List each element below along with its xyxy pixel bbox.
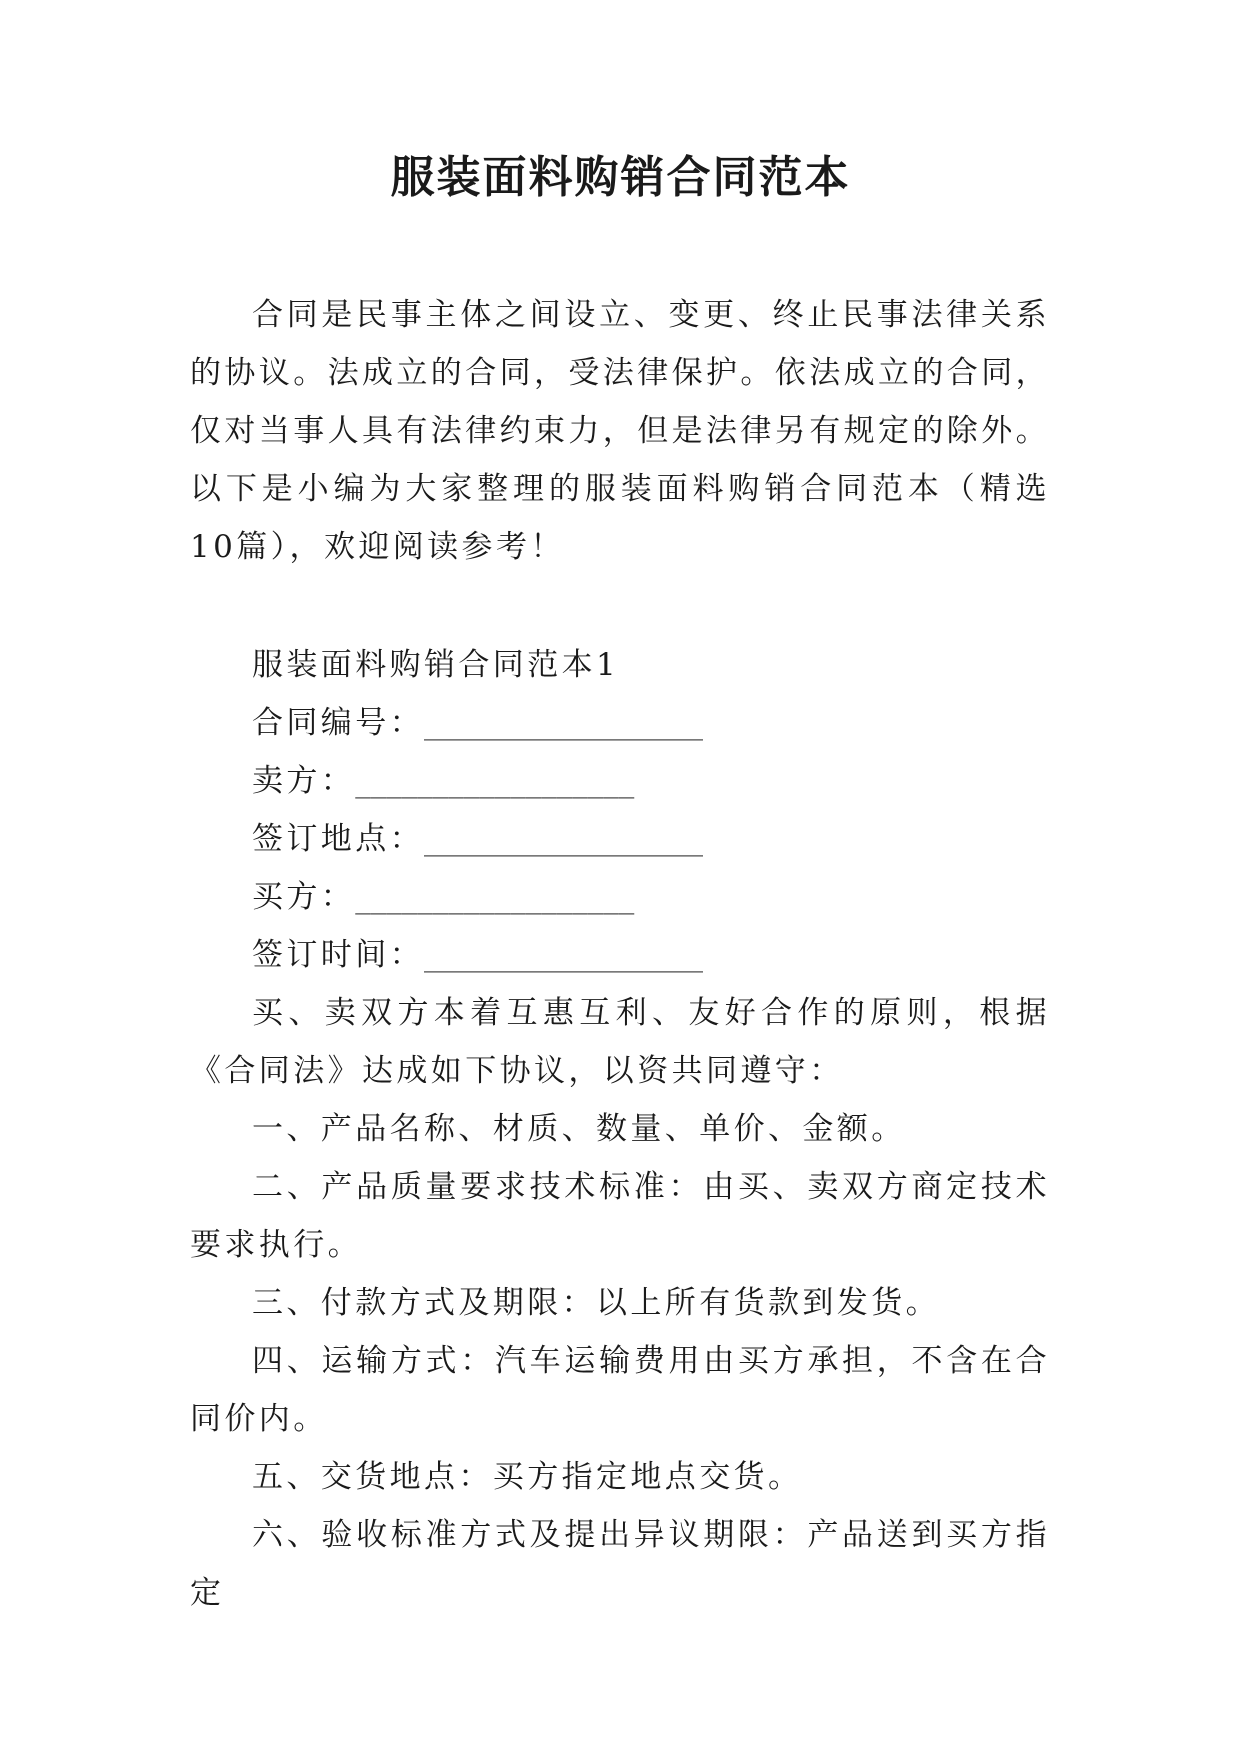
field-contract-number (190, 694, 1050, 752)
field-blank: __________________ (355, 763, 635, 799)
section-heading: 服装面料购销合同范本1 (252, 647, 620, 683)
field-label: 买方： (252, 879, 356, 915)
field-buyer (190, 868, 1050, 926)
contract-section (190, 636, 1050, 1622)
document-title: 服装面料购销合同范本 (390, 152, 851, 203)
field-blank: __________________ (355, 879, 635, 915)
field-blank: __________________ (424, 821, 703, 857)
clause-1: 一、产品名称、材质、数量、单价、金额。 (252, 1111, 906, 1147)
field-signing-time (190, 926, 1050, 984)
field-blank: __________________ (424, 705, 703, 741)
clause-5: 五、交货地点：买方指定地点交货。 (252, 1459, 803, 1495)
clause-3: 三、付款方式及期限：以上所有货款到发货。 (252, 1285, 940, 1321)
clause-6: 六、验收标准方式及提出异议期限：产品送到买方指定 (190, 1517, 1050, 1611)
clause-4: 四、运输方式：汽车运输费用由买方承担，不含在合同价内。 (190, 1343, 1050, 1437)
clause-2: 二、产品质量要求技术标准：由买、卖双方商定技术要求执行。 (190, 1169, 1050, 1263)
intro-section (190, 286, 1050, 576)
intro-paragraph: 合同是民事主体之间设立、变更、终止民事法律关系的协议。法成立的合同，受法律保护。依法成立的合同，仅对当事人具有法律约束力，但是法律另有规定的除外。以下是小编为大家整理的服装面料购销合同范本（精选10篇），欢迎阅读参考！ (190, 297, 1050, 565)
field-label: 签订时间： (252, 937, 424, 973)
field-label: 签订地点： (252, 821, 424, 857)
field-blank: __________________ (424, 937, 703, 973)
field-label: 卖方： (252, 763, 356, 799)
field-seller (190, 752, 1050, 810)
agreement-preamble: 买、卖双方本着互惠互利、友好合作的原则，根据《合同法》达成如下协议，以资共同遵守： (190, 995, 1050, 1089)
field-label: 合同编号： (252, 705, 424, 741)
field-signing-place (190, 810, 1050, 868)
